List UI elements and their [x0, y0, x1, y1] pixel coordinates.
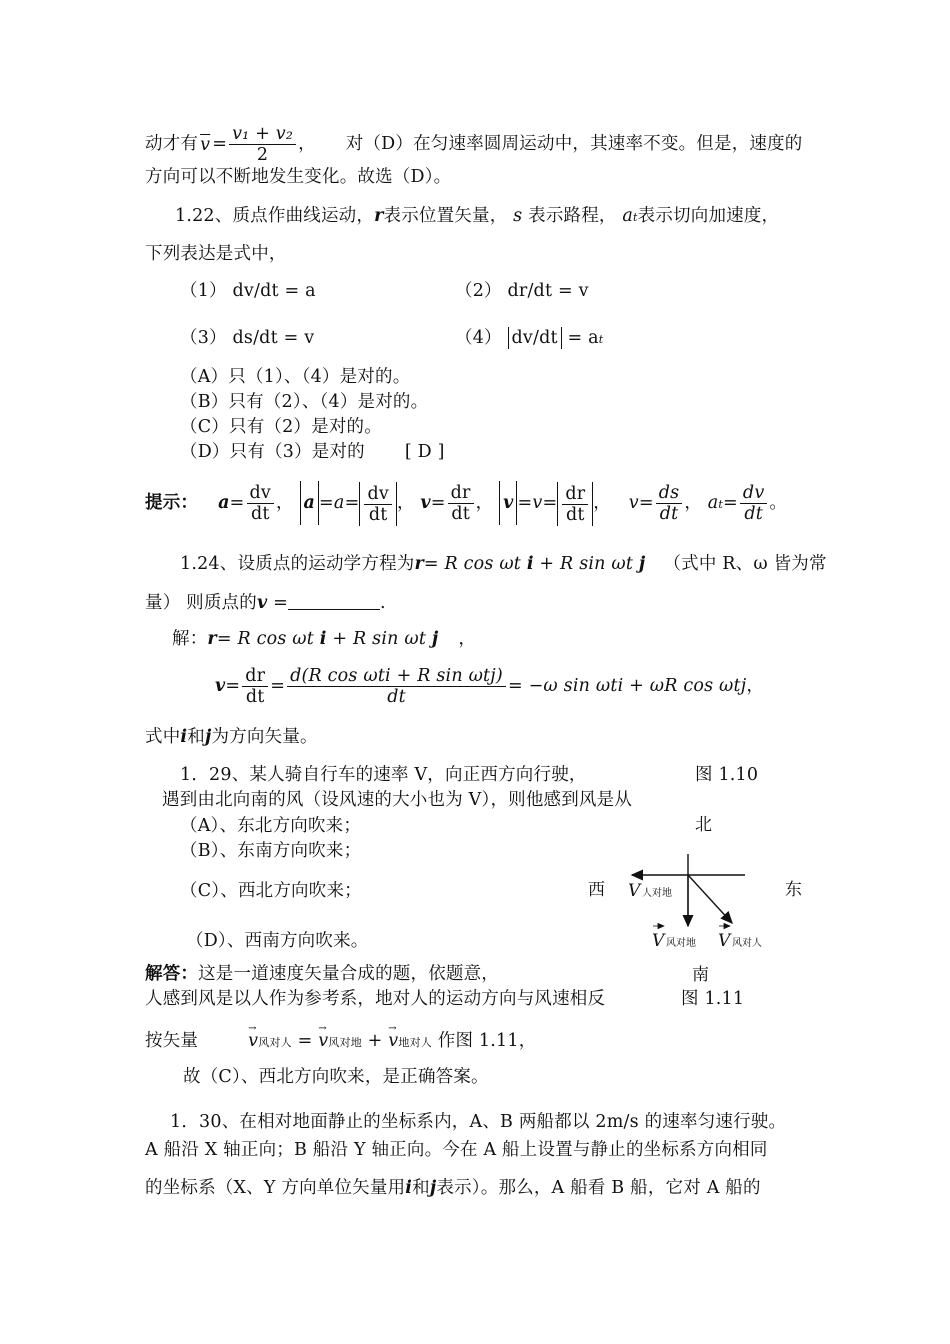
q122-item2: （2） dr/dt = v — [455, 281, 589, 301]
q129-answer-line1: 解答：这是一道速度矢量合成的题，依题意， — [145, 964, 500, 984]
q122-item3: （3） ds/dt = v — [180, 328, 315, 348]
q129-option-d: （D）、西南方向吹来。 — [186, 931, 369, 951]
q124-velocity-equation: v= $\frac{dr}{dt}$ = $\frac{\text{d(R cos ωti + R sin ωtj)}}{dt}$ = −ω sin ωti + ωR cos ωtj， — [215, 666, 765, 707]
q124-solution-line1: 解：r= R cos ωt i + R sin ωt j ， — [172, 629, 477, 649]
q122-hint: 提示： a= $\frac{dv}{dt}$ ， a =a= $\frac{dv}{dt}$ ， v= $\frac{dr}{dt}$ ， v =v= $\frac{dr}{dt}$ ， v= $\frac{ds}{dt}$ ， at= $\frac{dv}{dt}$ 。 — [145, 483, 788, 525]
q122-intro: 1.22、质点作曲线运动，r表示位置矢量， s 表示路程， at表示切向加速度， — [175, 206, 780, 226]
q122-item1: （1） dv/dt = a — [180, 281, 316, 301]
q124-line2: 量） 则质点的v = . — [145, 593, 386, 613]
svg-text:V: V — [718, 931, 731, 951]
q129-vector-line: 按矢量 → v风对人 = → v风对地 + → v地对人 作图 1.11， — [145, 1030, 536, 1054]
q122-intro-line2: 下列表达是式中， — [145, 244, 287, 264]
svg-text:人对地: 人对地 — [642, 888, 672, 899]
svg-text:V: V — [652, 931, 665, 951]
svg-text:风对人: 风对人 — [732, 938, 762, 949]
q129-option-c: （C）、西北方向吹来； — [180, 881, 362, 901]
top-line-2: 方向可以不断地发生变化。故选（D）。 — [145, 167, 452, 187]
q129-option-b: （B）、东南方向吹来； — [180, 841, 362, 861]
svg-text:风对地: 风对地 — [666, 938, 696, 949]
top-line-1: 动才有 $\overline{v}$ = $\frac{\text{v₁ + v₂}}{2}$ ， 对（D）在匀速率圆周运动中，其速率不变。但是，速度的 — [145, 124, 803, 165]
q122-option-b: （B）只有（2）、（4）是对的。 — [180, 392, 429, 412]
vbar-fraction: $\frac{\text{v₁ + v₂}}{2}$ — [229, 124, 296, 165]
q129-answer-line2: 人感到风是以人作为参考系，地对人的运动方向与风速相反 — [145, 989, 606, 1009]
q129-conclusion: 故（C）、西北方向吹来，是正确答案。 — [183, 1067, 489, 1087]
vector-diagram — [580, 808, 820, 998]
svg-text:V: V — [628, 881, 641, 901]
q122-option-c: （C）只有（2）是对的。 — [180, 417, 382, 437]
q122-item4: （4） dv/dt = at — [455, 328, 604, 348]
wind-person-vector — [688, 875, 732, 923]
figure-label-1-10: 图 1.10 — [695, 765, 759, 785]
q129-line2: 遇到由北向南的风（设风速的大小也为 V），则他感到风是从 — [162, 790, 633, 810]
north-label: 北 — [695, 815, 712, 835]
answer-blank[interactable] — [288, 593, 380, 610]
q129-option-a: （A）、东北方向吹来； — [180, 816, 362, 836]
west-label: 西 — [588, 880, 605, 900]
q122-option-d: （D）只有（3）是对的 [ D ] — [180, 442, 445, 462]
figure-label-1-11: 图 1.11 — [681, 989, 745, 1009]
q130-line3: 的坐标系（X、Y 方向单位矢量用i和j表示）。那么，A 船看 B 船，它对 A 船的 — [145, 1178, 761, 1198]
q124-line1: 1.24、设质点的运动学方程为r= R cos ωt i + R sin ωt j （式中 R、ω 皆为常 — [180, 554, 827, 574]
q122-answer: [ D ] — [404, 442, 445, 462]
q122-option-a: （A）只（1）、（4）是对的。 — [180, 367, 411, 387]
q124-end-line: 式中i和j为方向矢量。 — [145, 727, 318, 747]
east-label: 东 — [785, 880, 802, 900]
q129-line1: 1．29、某人骑自行车的速率 V，向正西方向行驶， — [180, 765, 587, 785]
q130-line1: 1．30、在相对地面静止的坐标系内，A、B 两船都以 2m/s 的速率匀速行驶。 — [170, 1112, 787, 1132]
south-label: 南 — [692, 965, 709, 985]
q130-line2: A 船沿 X 轴正向；B 船沿 Y 轴正向。今在 A 船上设置与静止的坐标系方向相同 — [145, 1140, 768, 1160]
